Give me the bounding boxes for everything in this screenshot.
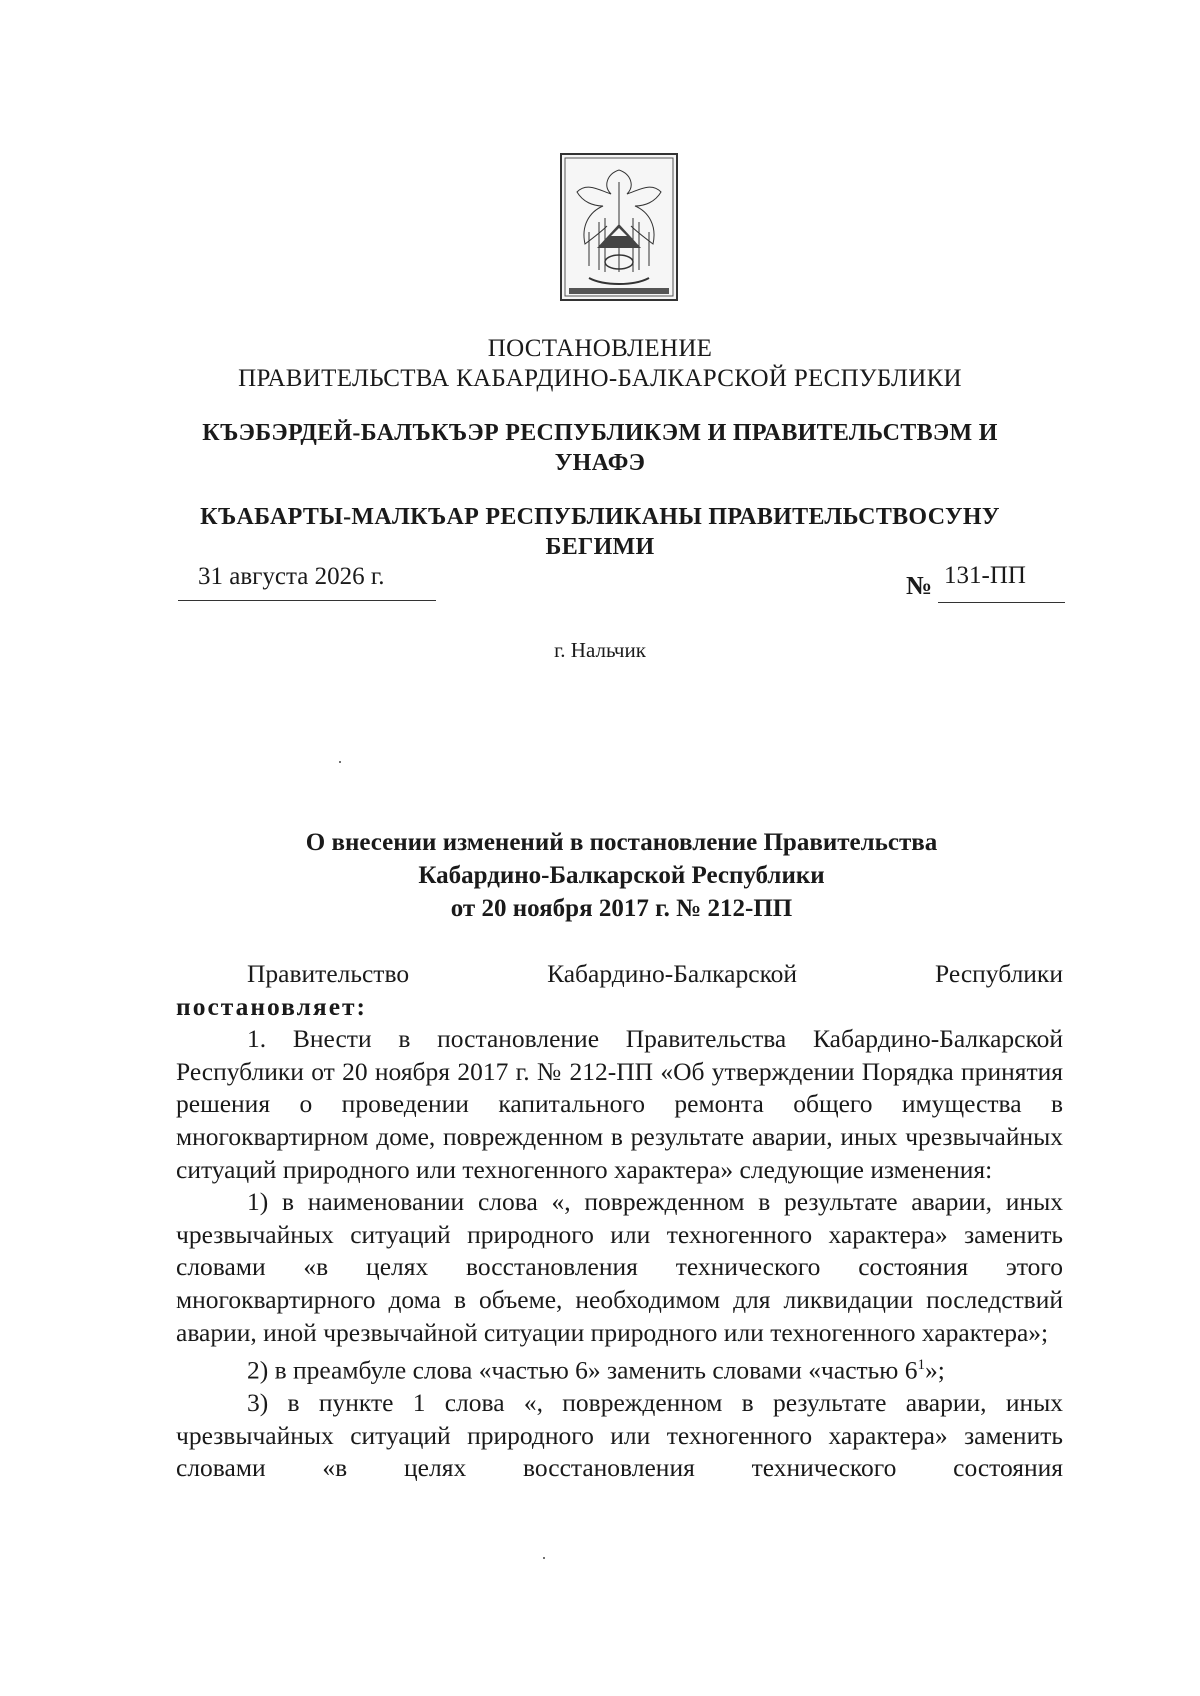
kabardian-title-line1: КЪЭБЭРДЕЙ-БАЛЪКЪЭР РЕСПУБЛИКЭМ И ПРАВИТЕЛЬСТВЭМ И: [202, 420, 998, 446]
item-1-paragraph: 1. Внести в постановление Правительства Кабардино-Балкарской Республики от 20 ноября 2017 г. № 212-ПП «Об утверждении Порядка принятия решения о проведении капитального ремонта общего имущества в многоквартирном доме, поврежденном в результате аварии, иных чрезвычайных ситуаций природного или техногенного характера» следующие изменения:: [176, 1024, 1063, 1184]
balkar-title-line2: БЕГИМИ: [545, 534, 655, 560]
balkar-title-line1: КЪАБАРТЫ-МАЛКЪАР РЕСПУБЛИКАНЫ ПРАВИТЕЛЬСТВОСУНУ: [200, 504, 1000, 530]
document-number-field: [938, 560, 1065, 603]
intro-word-1: Правительство: [247, 959, 410, 988]
subject-line3: от 20 ноября 2017 г. № 212-ПП: [450, 895, 793, 922]
speck: [339, 761, 341, 763]
intro-word-2: Кабардино-Балкарской: [547, 959, 798, 988]
document-body: [176, 958, 1063, 1485]
decree-word: постановляет:: [176, 991, 368, 1021]
subitem-2-paragraph: [176, 1349, 1063, 1387]
city-label: г. Нальчик: [554, 638, 646, 662]
document-date-field: [178, 560, 436, 601]
intro-word-3: Республики: [935, 959, 1063, 988]
issuing-authority: ПРАВИТЕЛЬСТВА КАБАРДИНО-БАЛКАРСКОЙ РЕСПУБЛИКИ: [238, 365, 962, 392]
document-title: ПОСТАНОВЛЕНИЕ: [487, 335, 713, 362]
subject-line1: О внесении изменений в постановление Правительства: [305, 829, 938, 856]
subitem-2-superscript: 1: [917, 1357, 925, 1374]
document-subject: [0, 826, 1200, 925]
number-sign: №: [906, 571, 933, 600]
subitem-1-paragraph: 1) в наименовании слова «, поврежденном в результате аварии, иных чрезвычайных ситуаций природного или техногенного характера» заменить словами «в целях восстановления технического состояния этого многоквартирного дома в объеме, необходимом для ликвидации последствий аварии, иной чрезвычайной ситуации природного или техногенного характера»;: [176, 1187, 1063, 1347]
kabardian-title-line2: УНАФЭ: [554, 450, 646, 476]
subitem-2-closing: »;: [924, 1355, 945, 1385]
subitem-3-paragraph: 3) в пункте 1 слова «, поврежденном в результате аварии, иных чрезвычайных ситуаций природного или техногенного характера» заменить словами «в целях восстановления технического состояния: [176, 1388, 1063, 1483]
coat-of-arms-icon: [559, 152, 679, 302]
document-number: 131-ПП: [944, 562, 1026, 589]
speck: [543, 1557, 545, 1559]
intro-line: [176, 958, 1063, 991]
subject-line2: Кабардино-Балкарской Республики: [418, 862, 825, 889]
subitem-2-text: 2) в преамбуле слова «частью 6» заменить словами «частью 6: [247, 1355, 918, 1385]
document-date: 31 августа 2026 г.: [198, 563, 385, 590]
